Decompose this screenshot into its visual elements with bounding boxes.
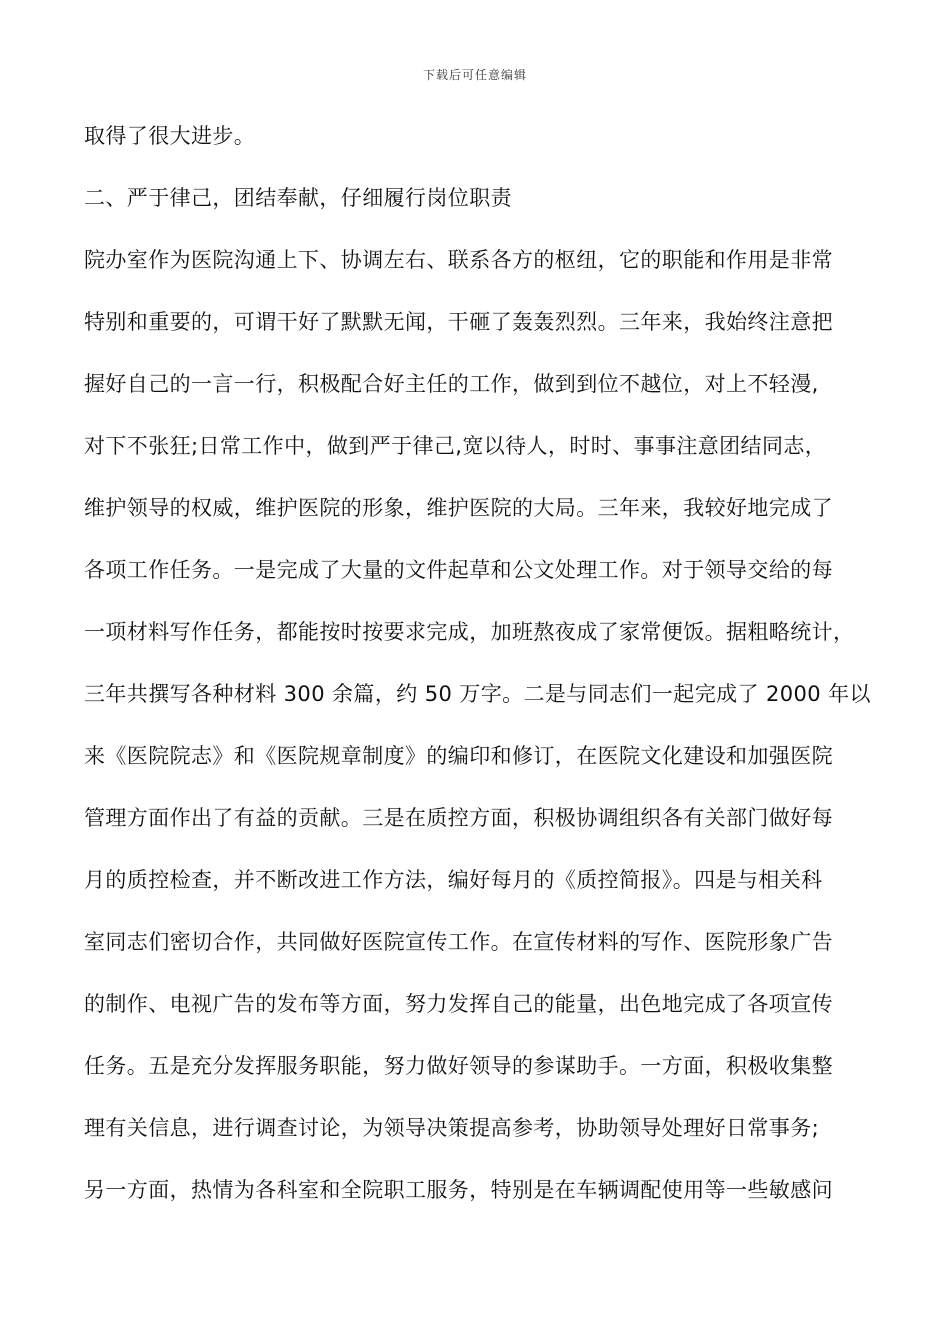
text-line: 管理方面作出了有益的贡献。三是在质控方面，积极协调组织各有关部门做好每 [84,806,833,830]
document-body [84,116,884,1232]
text-line: 另一方面，热情为各科室和全院职工服务，特别是在车辆调配使用等一些敏感问 [84,1178,833,1202]
text-line: 取得了很大进步。 [84,124,256,148]
text-line: 来《医院院志》和《医院规章制度》的编印和修订，在医院文化建设和加强医院 [84,744,833,768]
text-line: 维护领导的权威，维护医院的形象，维护医院的大局。三年来，我较好地完成了 [84,496,833,520]
text-line: 院办室作为医院沟通上下、协调左右、联系各方的枢纽，它的职能和作用是非常 [84,248,833,272]
text-line: 特别和重要的，可谓干好了默默无闻，干砸了轰轰烈烈。三年来，我始终注意把 [84,310,833,334]
header-note: 下载后可任意编辑 [422,68,527,82]
text-line: 理有关信息，进行调查讨论，为领导决策提高参考，协助领导处理好日常事务; [84,1116,820,1140]
text-line: 任务。五是充分发挥服务职能，努力做好领导的参谋助手。一方面，积极收集整 [84,1054,833,1078]
text-line: 室同志们密切合作，共同做好医院宣传工作。在宣传材料的写作、医院形象广告 [84,930,833,954]
section-heading: 二、严于律己，团结奉献，仔细履行岗位职责 [84,186,512,210]
text-line: 月的质控检查，并不断改进工作方法，编好每月的《质控简报》。四是与相关科 [84,868,823,892]
text-line: 各项工作任务。一是完成了大量的文件起草和公文处理工作。对于领导交给的每 [84,558,833,582]
text-line: 的制作、电视广告的发布等方面，努力发挥自己的能量，出色地完成了各项宣传 [84,992,833,1016]
text-line: 一项材料写作任务，都能按时按要求完成，加班熬夜成了家常便饭。据粗略统计， [84,620,855,644]
text-line: 握好自己的一言一行，积极配合好主任的工作，做到到位不越位，对上不轻漫, [84,372,819,396]
text-line: 三年共撰写各种材料 300 余篇，约 50 万字。二是与同志们一起完成了 2000 年以 [84,682,871,706]
text-line: 对下不张狂;日常工作中，做到严于律己,宽以待人，时时、事事注意团结同志， [84,434,827,458]
